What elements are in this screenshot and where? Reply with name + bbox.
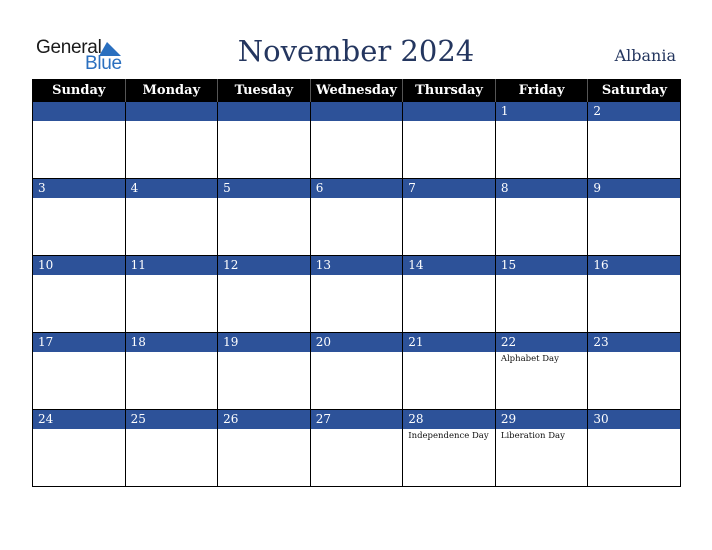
holiday-label: Independence Day	[408, 431, 489, 441]
day-number	[218, 102, 310, 121]
day-number	[33, 102, 125, 121]
day-cell	[403, 256, 496, 333]
day-number: 12	[218, 256, 310, 275]
day-cell	[495, 102, 588, 179]
week-row	[33, 179, 681, 256]
day-number: 20	[311, 333, 403, 352]
day-number: 30	[588, 410, 680, 429]
day-cell	[588, 410, 681, 487]
logo-text-general: General	[36, 37, 102, 58]
weekday-header: Saturday	[588, 79, 681, 102]
day-number: 7	[403, 179, 495, 198]
day-number: 4	[126, 179, 218, 198]
day-number: 11	[126, 256, 218, 275]
day-cell	[125, 256, 218, 333]
calendar-grid	[32, 79, 681, 487]
day-cell	[495, 179, 588, 256]
holiday-label: Alphabet Day	[500, 354, 559, 364]
day-cell	[33, 333, 126, 410]
day-cell	[495, 333, 588, 410]
page-title: November 2024	[237, 34, 475, 68]
week-row	[33, 410, 681, 487]
weekday-header: Monday	[125, 79, 218, 102]
day-number: 6	[311, 179, 403, 198]
day-cell	[310, 102, 403, 179]
day-cell	[33, 102, 126, 179]
day-number: 21	[403, 333, 495, 352]
day-cell	[495, 256, 588, 333]
day-number: 16	[588, 256, 680, 275]
day-cell	[33, 256, 126, 333]
day-number: 26	[218, 410, 310, 429]
day-cell	[310, 256, 403, 333]
weekday-header: Sunday	[33, 79, 126, 102]
day-cell	[33, 410, 126, 487]
day-number: 3	[33, 179, 125, 198]
day-number: 1	[496, 102, 588, 121]
day-cell	[218, 256, 311, 333]
day-number: 5	[218, 179, 310, 198]
day-number: 28	[403, 410, 495, 429]
day-number: 29	[496, 410, 588, 429]
day-cell	[403, 102, 496, 179]
day-cell	[403, 179, 496, 256]
day-number	[403, 102, 495, 121]
holiday-label: Liberation Day	[500, 431, 565, 441]
day-number: 17	[33, 333, 125, 352]
weekday-header: Friday	[495, 79, 588, 102]
day-cell	[588, 333, 681, 410]
day-cell	[495, 410, 588, 487]
day-number: 13	[311, 256, 403, 275]
day-number: 24	[33, 410, 125, 429]
day-cell	[310, 410, 403, 487]
day-cell	[310, 179, 403, 256]
week-row	[33, 102, 681, 179]
day-cell	[125, 102, 218, 179]
day-number: 25	[126, 410, 218, 429]
weekday-header: Thursday	[403, 79, 496, 102]
day-cell	[125, 179, 218, 256]
day-number: 14	[403, 256, 495, 275]
day-cell	[403, 410, 496, 487]
day-number	[126, 102, 218, 121]
logo-text-blue: Blue	[85, 53, 122, 74]
day-number: 2	[588, 102, 680, 121]
weekday-header: Tuesday	[218, 79, 311, 102]
day-cell	[403, 333, 496, 410]
day-cell	[218, 410, 311, 487]
day-cell	[218, 179, 311, 256]
day-number	[311, 102, 403, 121]
week-row	[33, 256, 681, 333]
day-cell	[218, 102, 311, 179]
day-cell	[310, 333, 403, 410]
day-number: 9	[588, 179, 680, 198]
weekday-header-row	[33, 79, 681, 102]
day-cell	[218, 333, 311, 410]
country-label: Albania	[614, 46, 676, 65]
day-number: 19	[218, 333, 310, 352]
day-cell	[33, 179, 126, 256]
day-number: 22	[496, 333, 588, 352]
day-number: 23	[588, 333, 680, 352]
day-number: 10	[33, 256, 125, 275]
day-cell	[125, 410, 218, 487]
day-number: 15	[496, 256, 588, 275]
day-cell	[588, 179, 681, 256]
week-row	[33, 333, 681, 410]
day-number: 8	[496, 179, 588, 198]
day-cell	[588, 102, 681, 179]
day-number: 18	[126, 333, 218, 352]
weekday-header: Wednesday	[310, 79, 403, 102]
day-cell	[588, 256, 681, 333]
day-cell	[125, 333, 218, 410]
day-number: 27	[311, 410, 403, 429]
